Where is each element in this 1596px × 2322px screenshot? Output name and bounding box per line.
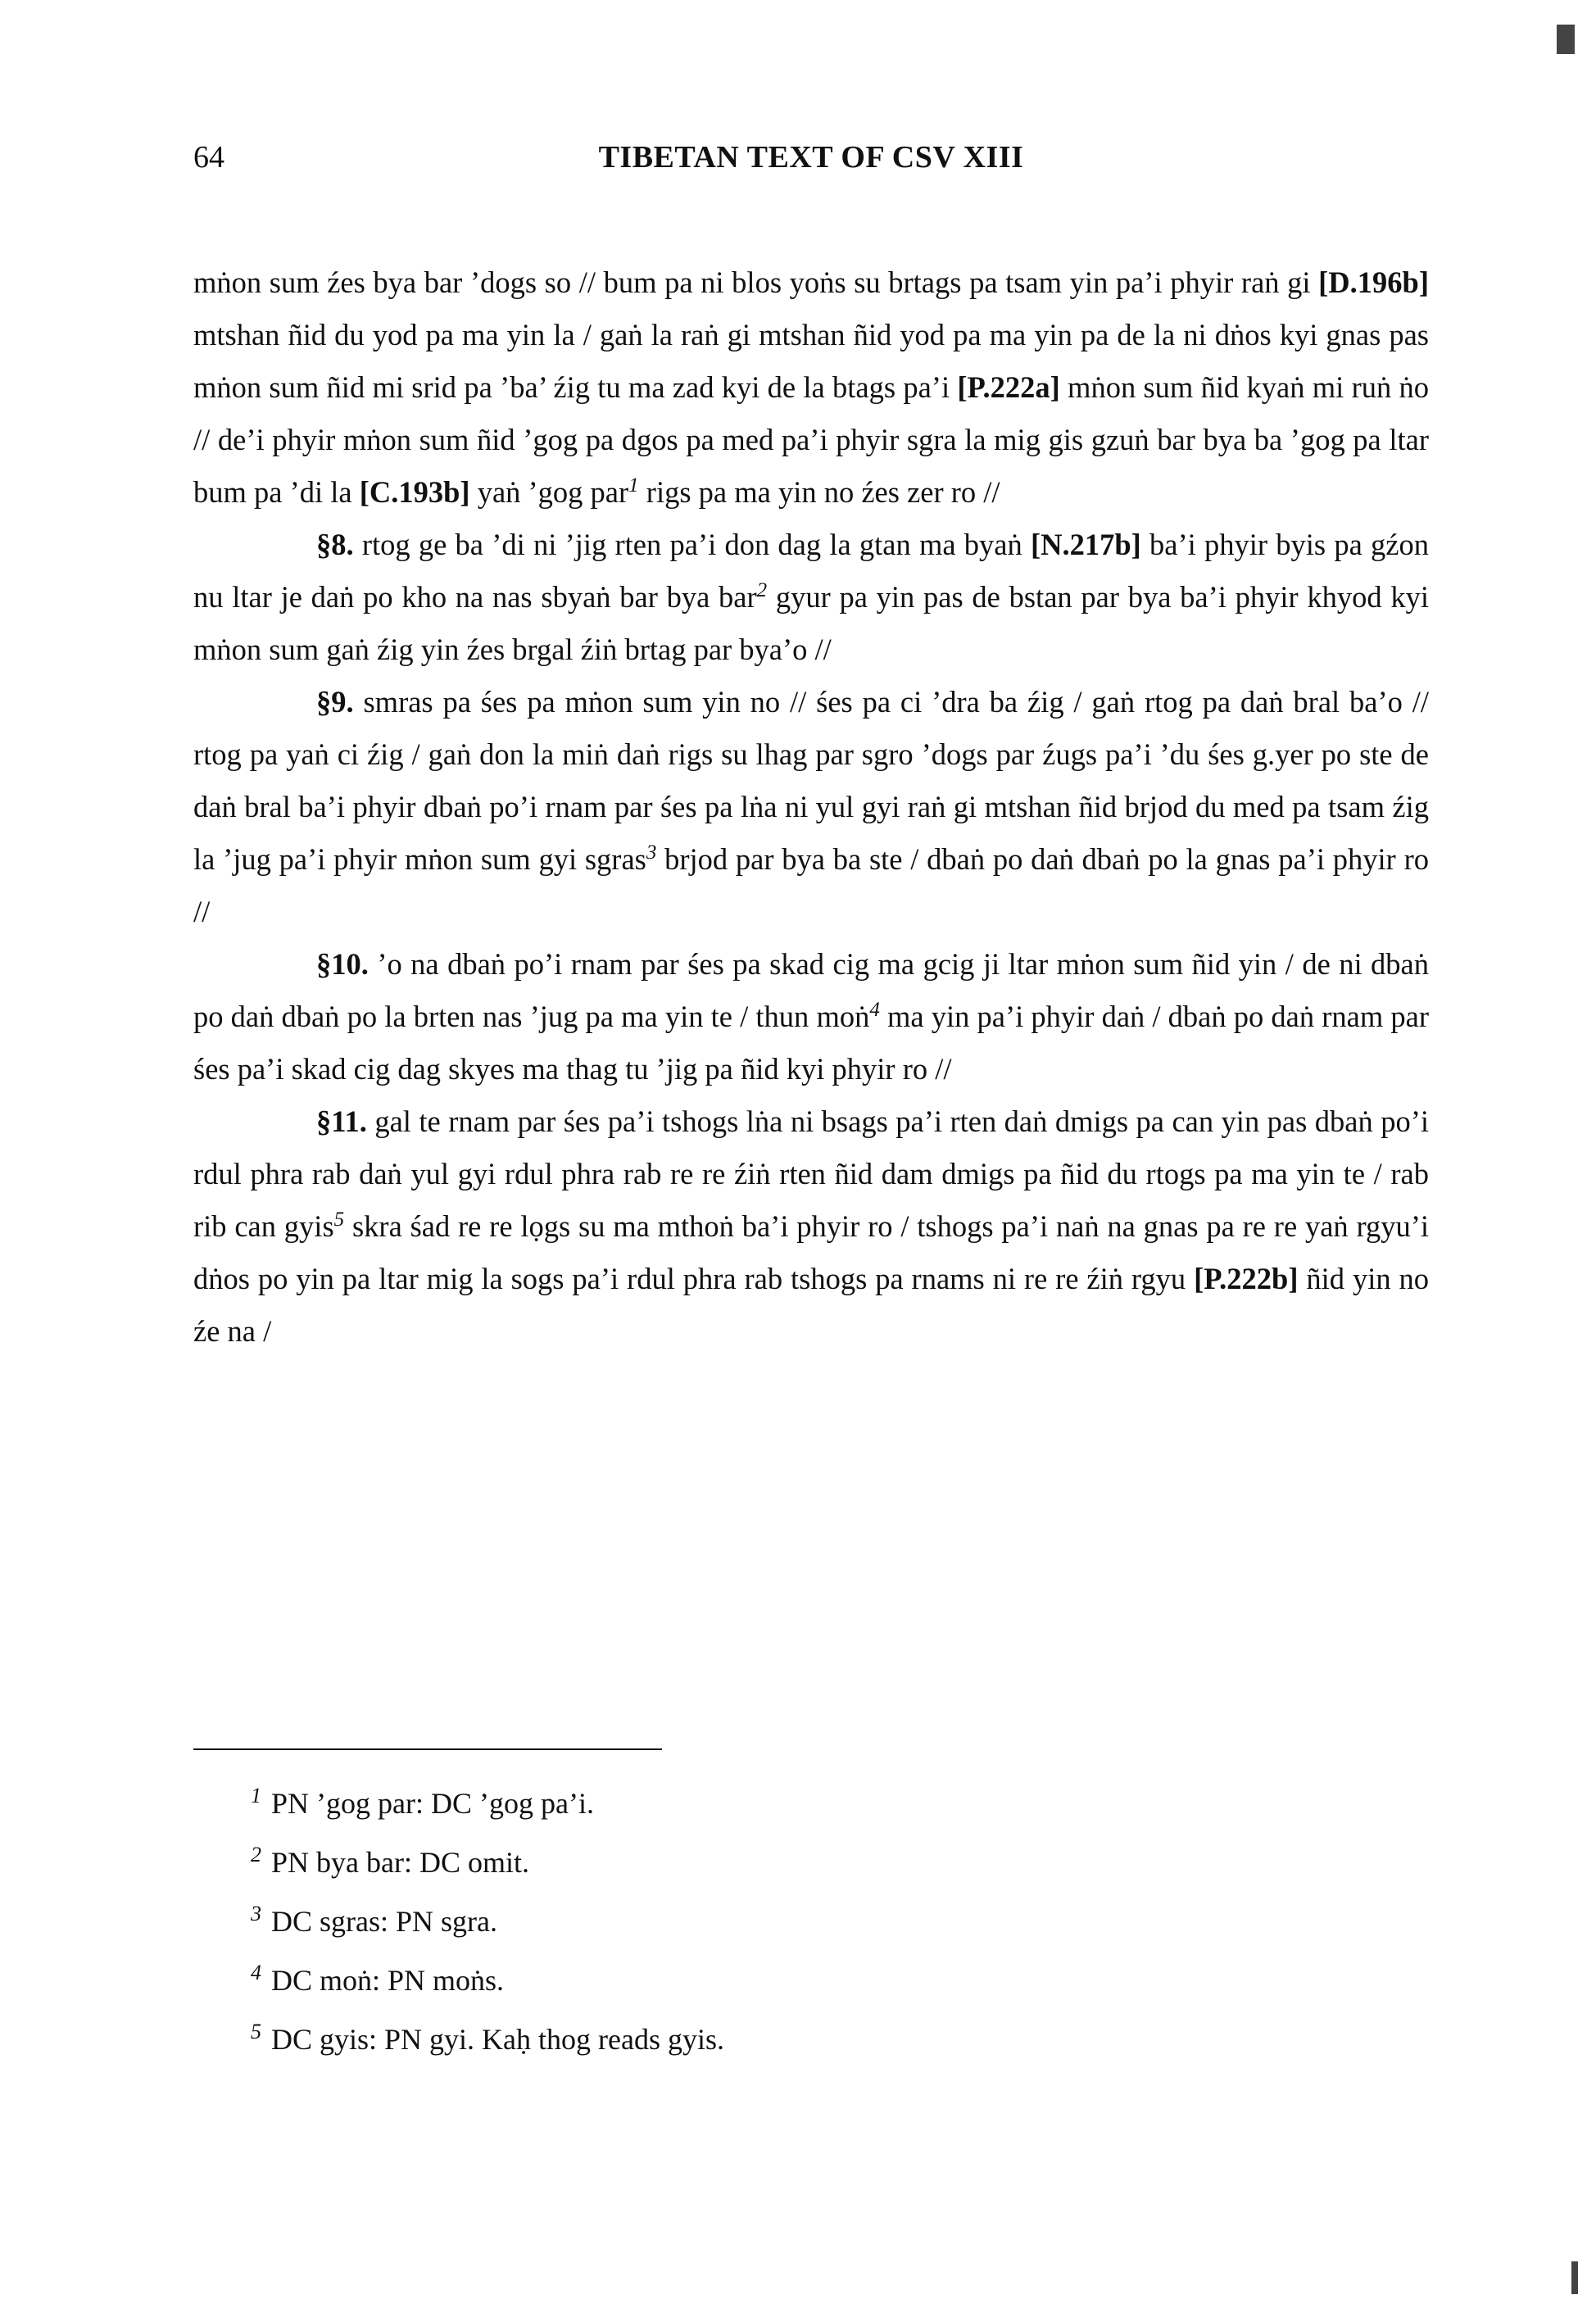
footnote xyxy=(251,1833,1316,1892)
footnote xyxy=(251,2010,1316,2069)
text-run: skra śad re re lọgs su ma mthoṅ ba’i phyir ro / tshogs pa’i naṅ na gnas pa re re yaṅ rgyu’i dṅos po yin pa ltar mig la sogs pa’i rdul phra rab tshogs pa rnams ni re re źiṅ rgyu xyxy=(193,1209,1429,1295)
footnote-text: DC gyis: PN gyi. Kaḥ thog reads gyis. xyxy=(271,2023,724,2056)
footnote-text: DC sgras: PN sgra. xyxy=(271,1905,497,1938)
bold-marker: §10. xyxy=(316,947,369,981)
footnote-text: PN ’gog par: DC ’gog pa’i. xyxy=(271,1787,594,1820)
footnote-rule xyxy=(193,1748,662,1750)
footnote-number: 2 xyxy=(251,1843,261,1866)
paragraph xyxy=(193,676,1429,938)
footnote xyxy=(251,1892,1316,1951)
text-run: mṅon sum źes bya bar ’dogs so // bum pa ni blos yoṅs su brtags pa tsam yin pa’i phyir raṅ gi xyxy=(193,265,1319,299)
footnote-text: DC moṅ: PN moṅs. xyxy=(271,1964,505,1997)
text-run: ma yin pa’i phyir daṅ / dbaṅ po daṅ rnam par śes pa’i skad cig dag skyes ma thag tu ’jig pa ñid kyi phyir ro // xyxy=(193,1000,1429,1086)
text-run: mṅon sum ñid kyaṅ mi ruṅ ṅo // de’i phyir mṅon sum ñid ’gog pa dgos pa med pa’i phyir sgra la mig gis gzuṅ bar bya ba ’gog pa ltar bum pa ’di la xyxy=(193,370,1430,509)
body-text xyxy=(193,256,1429,1358)
footnote-ref: 2 xyxy=(756,578,768,601)
page-header xyxy=(193,139,1429,188)
footnote-ref: 1 xyxy=(628,474,639,497)
footnote xyxy=(251,1774,1316,1833)
paragraph xyxy=(193,938,1429,1095)
bold-marker: [N.217b] xyxy=(1030,528,1141,561)
footnote-ref: 3 xyxy=(646,841,657,864)
paragraph xyxy=(193,256,1429,519)
bold-marker: [P.222a] xyxy=(957,370,1060,404)
text-run: ’o na dbaṅ po’i rnam par śes pa skad cig ma gcig ji ltar mṅon sum ñid yin / de ni dbaṅ po daṅ dbaṅ po la brten nas ’jug pa ma yin te / thun moṅ xyxy=(193,947,1429,1033)
paragraph xyxy=(193,519,1429,676)
bold-marker: [D.196b] xyxy=(1318,265,1429,299)
bold-marker: §11. xyxy=(316,1104,367,1138)
footnote-number: 1 xyxy=(251,1784,261,1807)
text-run: gyur pa yin pas de bstan par bya ba’i phyir khyod kyi mṅon sum gaṅ źig yin źes brgal źiṅ brtag par bya’o // xyxy=(193,580,1429,666)
text-run: brjod par bya ba ste / dbaṅ po daṅ dbaṅ po la gnas pa’i phyir ro // xyxy=(193,842,1429,928)
footnote-text: PN bya bar: DC omit. xyxy=(271,1846,529,1879)
bold-marker: §8. xyxy=(316,528,354,561)
scan-speck xyxy=(1557,25,1575,54)
text-run: ñid yin no źe na / xyxy=(193,1262,1429,1348)
text-run: smras pa śes pa mṅon sum yin no // śes pa ci ’dra ba źig / gaṅ rtog pa daṅ bral ba’o // rtog pa yaṅ ci źig / gaṅ don la miṅ daṅ rigs su lhag par sgro ’dogs par źugs pa’i ’du śes g.yer po ste de daṅ bral ba’i phyir dbaṅ po’i rnam par śes pa lṅa ni yul gyi raṅ gi mtshan ñid brjod du med pa tsam źig la ’jug pa’i phyir mṅon sum gyi sgras xyxy=(193,685,1429,876)
text-run: mtshan ñid du yod pa ma yin la / gaṅ la raṅ gi mtshan ñid yod pa ma yin pa de la ni dṅos kyi gnas pas mṅon sum ñid mi srid pa ’ba’ źig tu ma zad kyi de la btags pa’i xyxy=(193,318,1429,404)
running-title: TIBETAN TEXT OF CSV XIII xyxy=(598,140,1024,175)
page-number: 64 xyxy=(193,140,224,175)
text-run: yaṅ ’gog par xyxy=(469,475,629,509)
footnotes xyxy=(251,1774,1316,2069)
footnote-ref: 4 xyxy=(869,998,880,1021)
scan-speck xyxy=(1571,2261,1578,2294)
text-run: rtog ge ba ’di ni ’jig rten pa’i don dag la gtan ma byaṅ xyxy=(353,528,1031,561)
bold-marker: [C.193b] xyxy=(359,475,470,509)
paragraph xyxy=(193,1095,1429,1358)
text-run: ba’i phyir byis pa gźon nu ltar je daṅ po kho na nas sbyaṅ bar bya bar xyxy=(193,528,1429,614)
text-run: gal te rnam par śes pa’i tshogs lṅa ni bsags pa’i rten daṅ dmigs pa can yin pas dbaṅ po’i rdul phra rab daṅ yul gyi rdul phra rab re re źiṅ rten ñid dam dmigs pa ñid du rtogs pa ma yin te / rab rib can gyis xyxy=(193,1104,1429,1243)
bold-marker: [P.222b] xyxy=(1194,1262,1299,1295)
footnote-number: 3 xyxy=(251,1902,261,1925)
bold-marker: §9. xyxy=(316,685,354,719)
footnote xyxy=(251,1951,1316,2010)
footnote-number: 5 xyxy=(251,2020,261,2043)
footnote-ref: 5 xyxy=(333,1208,345,1231)
text-run: rigs pa ma yin no źes zer ro // xyxy=(638,475,1000,509)
footnote-number: 4 xyxy=(251,1961,261,1984)
